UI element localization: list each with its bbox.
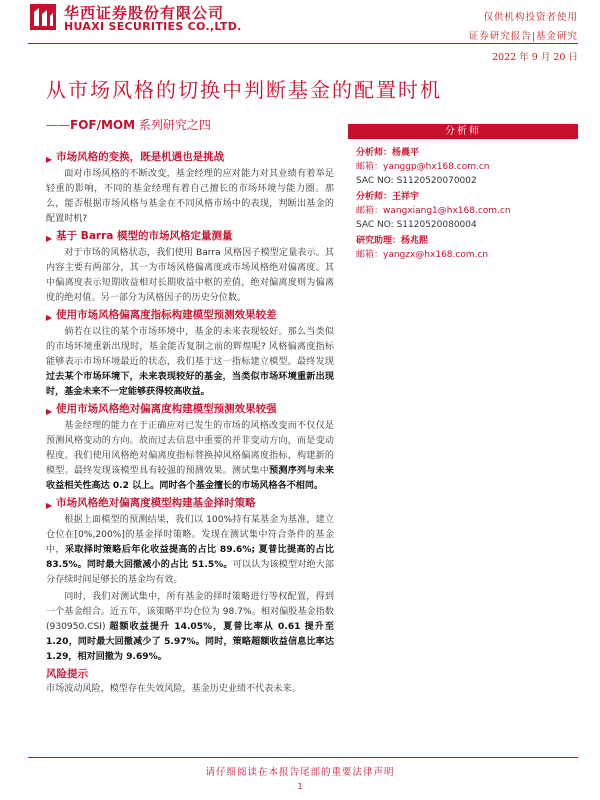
bullet-triangle-icon: ▶ [46,313,53,322]
analyst-email[interactable]: 邮箱：yanggp@hx168.com.cn [356,162,490,172]
section-heading [46,229,334,246]
report-date: 2022 年 9 月 20 日 [492,52,578,63]
section-heading [46,308,334,325]
summary-column [46,148,334,697]
body-text: 可以认为该模型对绝大部分存续时间足够长的基金均有效。 [46,560,334,585]
section-paragraph [46,167,334,227]
analyst-card-1 [356,146,581,188]
section-paragraph [46,325,334,400]
body-text: 基金经理的能力在于正确应对已发生的市场的风格改变而不仅仅是预测风格变动的方向。故而过去信息中重要的并非变动方向，而是变动程度。我们使用风格绝对偏离度指标替换掉风格偏离度指标，构建新的模型。最终发现该模型具有较强的预测效果。测试集中 [46,421,334,476]
section-heading [46,150,334,167]
risk-text: 市场波动风险，模型存在失效风险，基金历史业绩不代表未来。 [46,684,301,694]
analyst-card-3 [356,234,581,262]
body-text: 对于市场的风格状态，我们使用 Barra 风格因子模型定量表示。其内容主要有两部分，其一为市场风格偏离度或市场风格绝对偏离度。其中偏离度表示短期收益相对长期收益中枢的差值，绝对偏离度则为偏离度的绝对值。另一部分为风格因子的历史分位数。 [46,248,334,303]
report-title: 从市场风格的切换中判断基金的配置时机 [46,78,442,102]
section-heading-text: 使用市场风格绝对偏离度构建模型预测效果较强 [56,403,277,415]
section-heading [46,496,334,513]
audience-notice: 仅供机构投资者使用 [483,12,578,23]
section-paragraph [46,590,334,665]
footer-divider [28,757,578,758]
section-paragraph [46,246,334,306]
subtitle-rest: 系列研究之四 [135,118,211,132]
report-type: 证券研究报告|基金研究 [468,31,578,42]
analyst-card-2 [356,190,581,232]
section-heading-text: 市场风格的变换，既是机遇也是挑战 [56,151,225,163]
risk-heading: 风险提示 [46,668,88,680]
company-name-cn: 华西证券股份有限公司 [64,4,225,22]
section-paragraph [46,513,334,588]
analyst-name: 分析师：王祥宇 [356,192,420,202]
analyst-email[interactable]: 邮箱：yangzx@hx168.com.cn [356,250,489,260]
subtitle-prefix: —— [46,118,70,132]
bullet-triangle-icon: ▶ [46,407,53,416]
bullet-triangle-icon: ▶ [46,501,53,510]
emphasis-text: 超额收益提升 14.05%，夏普比率从 0.61 提升至 1.20，同时最大回撤减少了 5.97%。同时，策略超额收益信息比率达 1.29，相对回撤为 9.69%。 [46,622,334,662]
bullet-triangle-icon: ▶ [46,155,53,164]
company-name-en: HUAXI SECURITIES CO.,LTD. [64,20,242,33]
subtitle-series: FOF/MOM [70,118,136,132]
analyst-name: 分析师：杨晨平 [356,148,420,158]
analyst-sac: SAC NO: S1120520080004 [356,220,477,230]
body-text: 倘若在以往的某个市场环境中，基金的未来表现较好。那么当类似的市场环境重新出现时，基金能否复制之前的辉煌呢? 风格偏离度指标能够表示市场环境最近的状态，我们基于这一指标建立模型。最终发现 [46,327,334,367]
body-text: 根据上面模型的预测结果，我们以 100%持有某基金为基准，建立仓位在[0%,200%]的基金择时策略。发现在测试集中符合条件的基金中， [46,515,334,555]
emphasis-text: 过去某个市场环境下，未来表现较好的基金，当类似市场环境重新出现时，基金未来不一定能够获得较高收益。 [46,372,334,397]
report-subtitle [46,116,211,133]
section-heading-text: 基于 Barra 模型的市场风格定量测量 [56,230,233,242]
emphasis-text: 采取择时策略后年化收益提高的占比 89.6%; 夏普比提高的占比 83.5%。同时最大回撤减小的占比 51.5%。 [46,545,334,570]
analyst-email[interactable]: 邮箱：wangxiang1@hx168.com.cn [356,206,511,216]
legal-notice: 请仔细阅读在本报告尾部的重要法律声明 [205,767,395,778]
analyst-name: 研究助理：杨兆熙 [356,236,429,246]
analyst-sac: SAC NO: S1120520070002 [356,176,477,186]
section-heading [46,402,334,419]
analyst-header-bar: 分析师 [348,124,578,139]
section-heading-text: 市场风格绝对偏离度模型构建基金择时策略 [56,497,256,509]
body-text: 面对市场风格的不断改变，基金经理的应对能力对其业绩有着举足轻重的影响，不同的基金经理有着自己擅长的市场环境与能力圈。那么，能否根据市场风格与基金在不同风格市场中的表现，判断出基金的配置时机? [46,169,334,224]
body-text: 同时，我们对测试集中，所有基金的择时策略进行等权配置，得到一个基金组合。近五年，该策略平均仓位为 98.7%。相对偏股基金指数 (930950.CSI) [46,592,334,632]
section-heading-text: 使用市场风格偏离度指标构建模型预测效果较差 [56,309,277,321]
section-paragraph [46,419,334,494]
header-divider [28,43,578,44]
bullet-triangle-icon: ▶ [46,234,53,243]
emphasis-text: 预测序列与未来收益相关性高达 0.2 以上。同时各个基金擅长的市场风格各不相同。 [46,466,334,491]
page-number: 1 [297,782,303,791]
huaxi-logo-icon [30,4,56,30]
